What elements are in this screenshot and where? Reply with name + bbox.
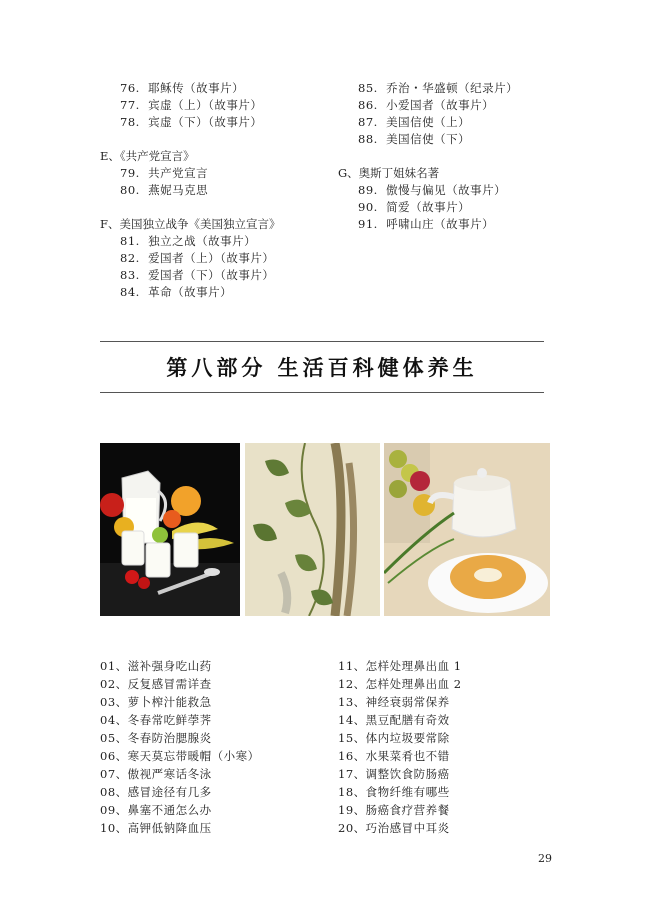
list-item: 05、冬春防治腮腺炎 bbox=[100, 731, 212, 745]
list-item: 03、萝卜榨汁能救急 bbox=[100, 695, 212, 709]
list-item: 77. 宾虚（上）（故事片） bbox=[120, 98, 263, 112]
list-item: 88. 美国信使（下） bbox=[358, 132, 471, 146]
section-heading-e: E、《共产党宣言》 bbox=[100, 149, 195, 163]
list-item: 89. 傲慢与偏见（故事片） bbox=[358, 183, 507, 197]
section-heading-f: F、美国独立战争《美国独立宣言》 bbox=[100, 217, 281, 231]
list-item: 02、反复感冒需详查 bbox=[100, 677, 212, 691]
teapot-bread-photo bbox=[384, 443, 550, 616]
list-item: 85. 乔治・华盛顿（纪录片） bbox=[358, 81, 519, 95]
list-item: 76. 耶稣传（故事片） bbox=[120, 81, 245, 95]
list-item: 10、高钾低钠降血压 bbox=[100, 821, 212, 835]
list-item: 13、神经衰弱常保养 bbox=[338, 695, 450, 709]
list-item: 79. 共产党宣言 bbox=[120, 166, 209, 180]
section-heading-g: G、奥斯丁姐妹名著 bbox=[338, 166, 440, 180]
list-item: 18、食物纤维有哪些 bbox=[338, 785, 450, 799]
list-item: 16、水果菜肴也不错 bbox=[338, 749, 450, 763]
list-item: 87. 美国信使（上） bbox=[358, 115, 471, 129]
list-item: 83. 爱国者（下）（故事片） bbox=[120, 268, 275, 282]
list-item: 14、黑豆配膳有奇效 bbox=[338, 713, 450, 727]
list-item: 15、体内垃圾要常除 bbox=[338, 731, 450, 745]
dairy-fruit-photo bbox=[100, 443, 240, 616]
list-item: 84. 革命（故事片） bbox=[120, 285, 233, 299]
list-item: 08、感冒途径有几多 bbox=[100, 785, 212, 799]
list-item: 09、鼻塞不通怎么办 bbox=[100, 803, 212, 817]
list-item: 80. 燕妮马克思 bbox=[120, 183, 209, 197]
list-item: 11、怎样处理鼻出血 1 bbox=[338, 659, 462, 673]
list-item: 04、冬春常吃鲜荸荠 bbox=[100, 713, 212, 727]
list-item: 06、寒天莫忘带暖帽（小寒） bbox=[100, 749, 260, 763]
list-item: 90. 简爱（故事片） bbox=[358, 200, 471, 214]
list-item: 20、巧治感冒中耳炎 bbox=[338, 821, 450, 835]
list-item: 12、怎样处理鼻出血 2 bbox=[338, 677, 462, 691]
list-item: 91. 呼啸山庄（故事片） bbox=[358, 217, 495, 231]
list-item: 82. 爱国者（上）（故事片） bbox=[120, 251, 275, 265]
list-item: 78. 宾虚（下）（故事片） bbox=[120, 115, 263, 129]
yam-plant-photo bbox=[245, 443, 380, 616]
list-item: 17、调整饮食防肠癌 bbox=[338, 767, 450, 781]
divider-bottom bbox=[100, 392, 544, 393]
list-item: 86. 小爱国者（故事片） bbox=[358, 98, 495, 112]
list-item: 07、傲视严寒话冬泳 bbox=[100, 767, 212, 781]
list-item: 81. 独立之战（故事片） bbox=[120, 234, 257, 248]
list-item: 19、肠癌食疗营养餐 bbox=[338, 803, 450, 817]
page-number: 29 bbox=[538, 852, 552, 865]
divider-top bbox=[100, 341, 544, 342]
list-item: 01、滋补强身吃山药 bbox=[100, 659, 212, 673]
part-title: 第八部分 生活百科健体养生 bbox=[166, 356, 478, 380]
